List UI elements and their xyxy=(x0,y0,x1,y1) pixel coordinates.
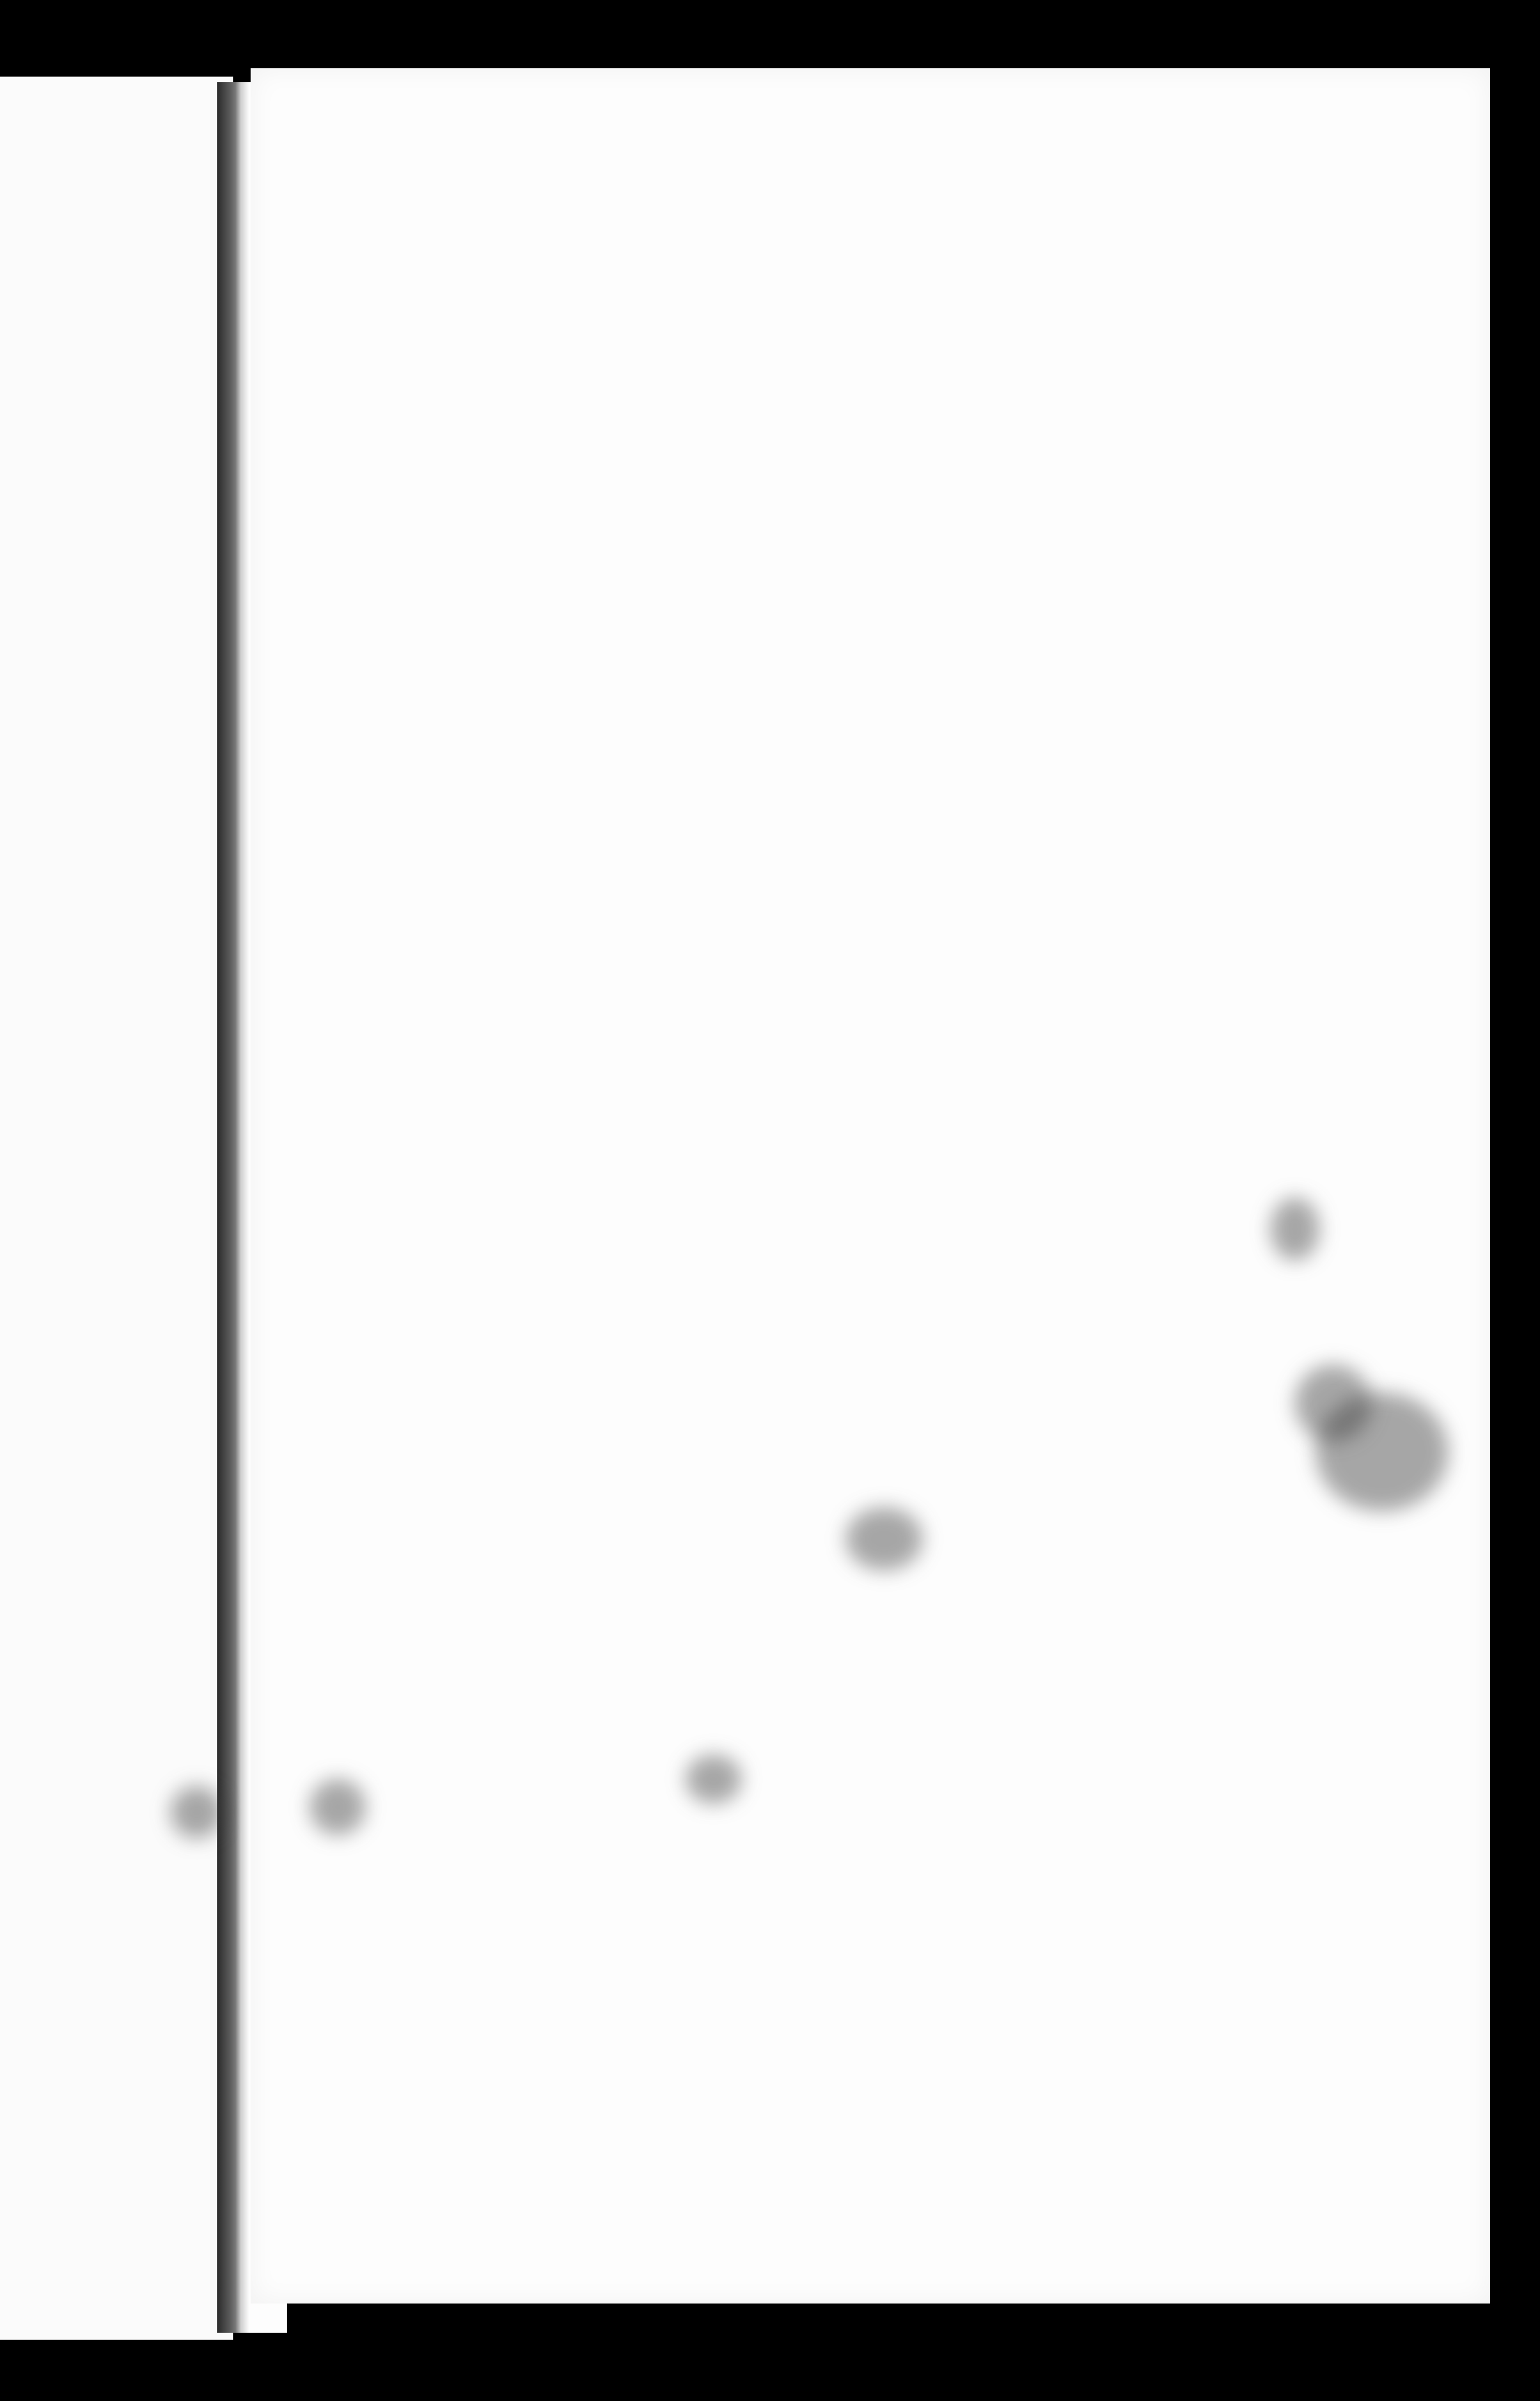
ink-stain xyxy=(686,1755,741,1804)
ink-stain xyxy=(846,1508,922,1570)
left-page xyxy=(0,77,233,2340)
ink-stain xyxy=(171,1786,223,1838)
ink-stain xyxy=(310,1779,366,1835)
right-page xyxy=(251,68,1490,2304)
ink-stain xyxy=(1295,1365,1372,1441)
ink-stain xyxy=(1271,1198,1319,1260)
